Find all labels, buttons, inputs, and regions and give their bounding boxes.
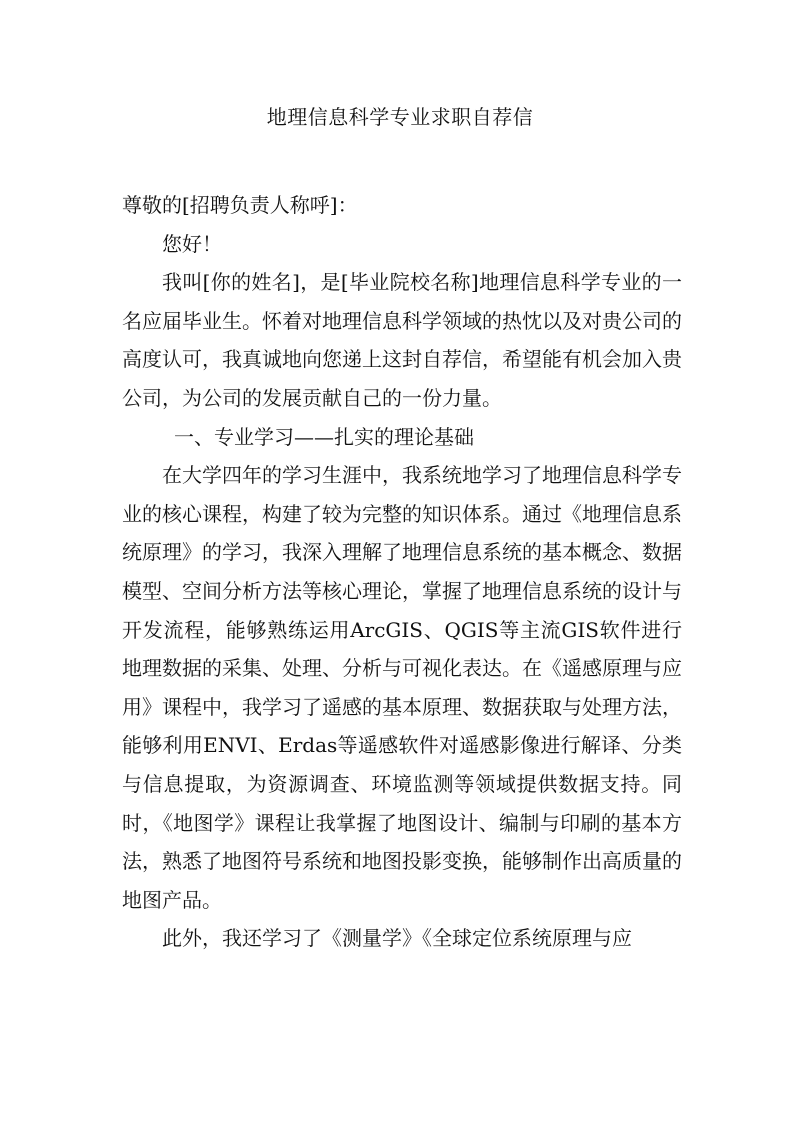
section-heading: 一、专业学习——扎实的理论基础 [174, 424, 474, 449]
salutation: 尊敬的[招聘负责人称呼]： [122, 193, 358, 217]
paragraph-additional: 此外，我还学习了《测量学》《全球定位系统原理与应 [162, 926, 632, 951]
greeting: 您好！ [162, 231, 222, 256]
paragraph-intro: 我叫[你的姓名]，是[毕业院校名称]地理信息科学专业的一名应届毕业生。怀着对地理信息科学领域的热忱以及对贵公司的高度认可，我真诚地向您递上这封自荐信，希望能有机会加入贵公司，为公司的发展贡献自己的一份力量。 [122, 270, 682, 410]
document-title: 地理信息科学专业求职自荐信 [266, 105, 534, 129]
document-body [122, 186, 682, 958]
paragraph-study: 在大学四年的学习生涯中，我系统地学习了地理信息科学专业的核心课程，构建了较为完整的知识体系。通过《地理信息系统原理》的学习，我深入理解了地理信息系统的基本概念、数据模型、空间分析方法等核心理论，掌握了地理信息系统的设计与开发流程，能够熟练运用ArcGIS、QGIS等主流GIS软件进行地理数据的采集、处理、分析与可视化表达。在《遥感原理与应用》课程中，我学习了遥感的基本原理、数据获取与处理方法，能够利用ENVI、Erdas等遥感软件对遥感影像进行解译、分类与信息提取，为资源调查、环境监测等领域提供数据支持。同时，《地图学》课程让我掌握了地图设计、编制与印刷的基本方法，熟悉了地图符号系统和地图投影变换，能够制作出高质量的地图产品。 [122, 463, 682, 912]
